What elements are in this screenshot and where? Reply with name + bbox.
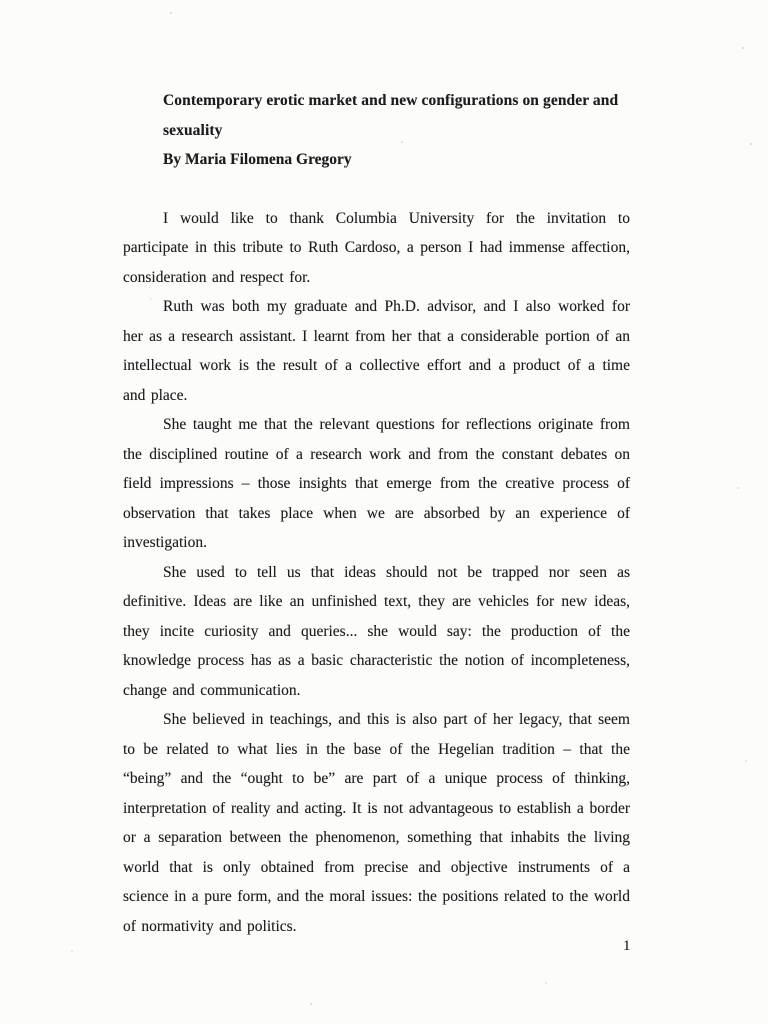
paragraph-5: She believed in teachings, and this is also part of her legacy, that seem to be related to what lies in the base of the Hegelian tradition – that the “being” and the “ought to be” are part of a unique process of thinking, interpretation of reality and acting. It is not advantageous to establish a border or a separation between the phenomenon, something that inhabits the living world that is only obtained from precise and objective instruments of a science in a pure form, and the moral issues: the positions related to the world of normativity and politics. xyxy=(123,711,630,935)
scan-speckle xyxy=(401,141,403,143)
page-number: 1 xyxy=(623,938,631,954)
document-byline: By Maria Filomena Gregory xyxy=(163,151,352,168)
scan-speckle xyxy=(310,1003,312,1005)
document-title: Contemporary erotic market and new configurations on gender and sexuality xyxy=(163,92,619,139)
scan-speckle xyxy=(150,298,152,300)
paragraph-1: I would like to thank Columbia University for the invitation to participate in this tribute to Ruth Cardoso, a person I had immense affection, consideration and respect for. xyxy=(123,209,630,286)
paragraph-2: Ruth was both my graduate and Ph.D. advisor, and I also worked for her as a research assistant. I learnt from her that a considerable portion of an intellectual work is the result of a collective effort and a product of a time and place. xyxy=(123,298,630,404)
scan-speckle xyxy=(750,143,752,145)
paragraph-3: She taught me that the relevant questions for reflections originate from the disciplined routine of a research work and from the constant debates on field impressions – those insights that emerge from the creative process of observation that takes place when we are absorbed by an experience of investigation. xyxy=(123,416,630,551)
text-block xyxy=(123,86,630,941)
scan-speckle xyxy=(170,12,172,14)
scan-speckle xyxy=(745,760,747,762)
paragraph-4: She used to tell us that ideas should not be trapped nor seen as definitive. Ideas are like an unfinished text, they are vehicles for new ideas, they incite curiosity and queries... she would say: the production of the knowledge process has as a basic characteristic the notion of incompleteness, change and communication. xyxy=(123,563,630,699)
scan-speckle xyxy=(71,950,73,952)
scan-speckle xyxy=(742,47,744,49)
scan-speckle xyxy=(737,487,739,489)
scan-speckle xyxy=(545,982,547,984)
